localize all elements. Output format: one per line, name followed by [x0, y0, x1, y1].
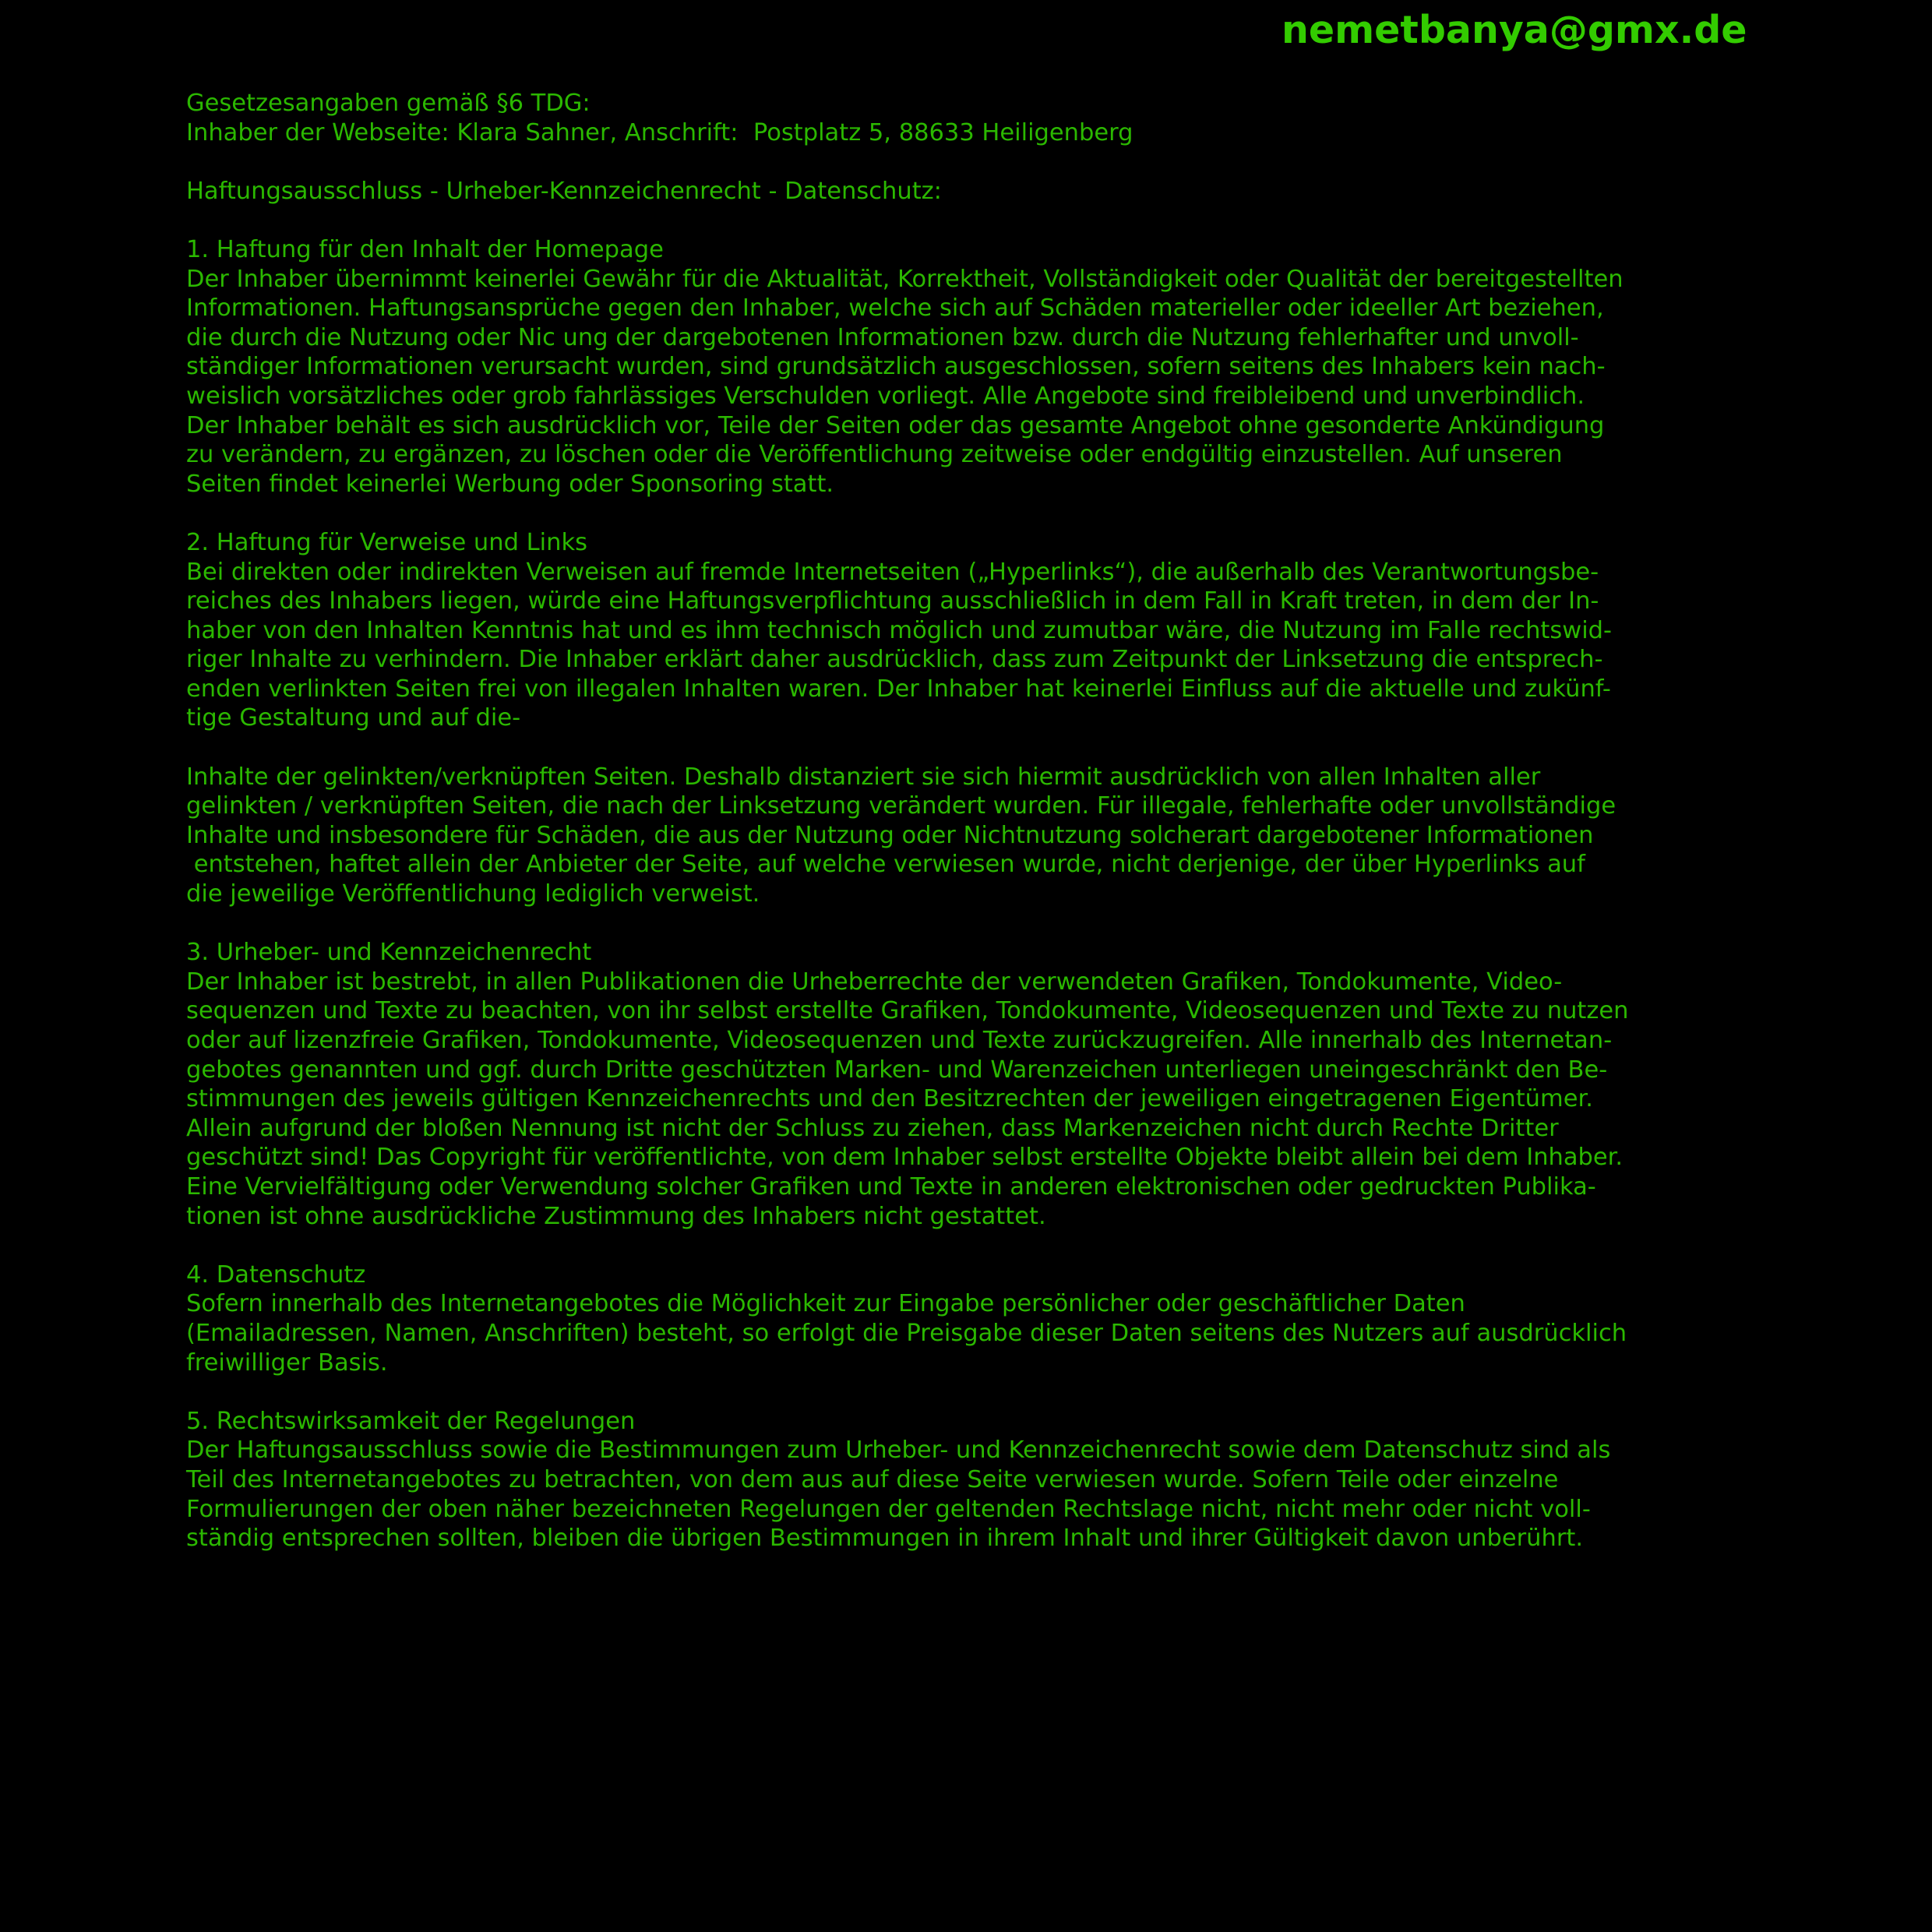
paragraph-line: Seiten findet keinerlei Werbung oder Sponsoring statt.	[186, 470, 834, 498]
disclaimer-heading: Haftungsausschluss - Urheber-Kennzeichenrecht - Datenschutz:	[186, 177, 942, 205]
spacer	[186, 147, 1900, 177]
legal-basis-line: Gesetzesangaben gemäß §6 TDG:	[186, 90, 591, 117]
spacer	[186, 733, 1900, 763]
owner-address-line: Inhaber der Webseite: Klara Sahner, Anschrift: Postplatz 5, 88633 Heiligenberg	[186, 118, 1133, 146]
paragraph-line: weislich vorsätzliches oder grob fahrlässiges Verschulden vorliegt. Alle Angebote sind freibleibend und unverbindlich.	[186, 382, 1585, 410]
paragraph-line: Der Haftungsausschluss sowie die Bestimmungen zum Urheber- und Kennzeichenrecht sowie dem Datenschutz sind als	[186, 1437, 1611, 1465]
paragraph-line: haber von den Inhalten Kenntnis hat und es ihm technisch möglich und zumutbar wäre, die Nutzung im Falle rechtswid-	[186, 616, 1613, 644]
paragraph-line: Inhalte der gelinkten/verknüpften Seiten. Deshalb distanziert sie sich hiermit ausdrücklich von allen Inhalten aller	[186, 763, 1541, 791]
paragraph-line: gelinkten / verknüpften Seiten, die nach der Linksetzung verändert wurden. Für illegale, fehlerhafte oder unvollständige	[186, 792, 1616, 820]
paragraph-line: geschützt sind! Das Copyright für veröffentlichte, von dem Inhaber selbst erstellte Objekte bleibt allein bei dem Inhaber.	[186, 1144, 1624, 1172]
email-link[interactable]: nemetbanya@gmx.de	[1282, 8, 1747, 52]
spacer	[186, 499, 1900, 528]
section-title-legal-validity: 5. Rechtswirksamkeit der Regelungen	[186, 1407, 636, 1435]
section-title-links-liability: 2. Haftung für Verweise und Links	[186, 528, 588, 556]
paragraph-line: Der Inhaber behält es sich ausdrücklich vor, Teile der Seiten oder das gesamte Angebot ohne gesonderte Ankündigung	[186, 411, 1605, 439]
paragraph-line: Der Inhaber übernimmt keinerlei Gewähr für die Aktualität, Korrektheit, Vollständigkeit oder Qualität der bereitgestellten	[186, 265, 1624, 293]
spacer	[186, 206, 1900, 235]
paragraph-line: gebotes genannten und ggf. durch Dritte geschützten Marken- und Warenzeichen unterliegen uneingeschränkt den Be-	[186, 1056, 1608, 1084]
paragraph-line: ständig entsprechen sollten, bleiben die übrigen Bestimmungen in ihrem Inhalt und ihrer Gültigkeit davon unberührt.	[186, 1525, 1584, 1553]
paragraph-line: die jeweilige Veröffentlichung lediglich verweist.	[186, 880, 760, 908]
section-title-privacy: 4. Datenschutz	[186, 1260, 366, 1289]
spacer	[186, 909, 1900, 939]
paragraph-line: (Emailadressen, Namen, Anschriften) besteht, so erfolgt die Preisgabe dieser Daten seitens des Nutzers auf ausdrücklich	[186, 1319, 1627, 1347]
paragraph-line: tionen ist ohne ausdrückliche Zustimmung des Inhabers nicht gestattet.	[186, 1202, 1046, 1230]
paragraph-line: stimmungen des jeweils gültigen Kennzeichenrechts und den Besitzrechten der jeweiligen eingetragenen Eigentümer.	[186, 1085, 1593, 1113]
paragraph-line: die durch die Nutzung oder Nic ung der dargebotenen Informationen bzw. durch die Nutzung fehlerhafter und unvoll-	[186, 323, 1579, 351]
spacer	[186, 1231, 1900, 1260]
paragraph-line: enden verlinkten Seiten frei von illegalen Inhalten waren. Der Inhaber hat keinerlei Einfluss auf die aktuelle und zukünf-	[186, 675, 1611, 703]
paragraph-line: zu verändern, zu ergänzen, zu löschen oder die Veröffentlichung zeitweise oder endgültig einzustellen. Auf unseren	[186, 441, 1563, 469]
paragraph-line: Inhalte und insbesondere für Schäden, die aus der Nutzung oder Nichtnutzung solcherart dargebotener Informationen	[186, 821, 1594, 849]
paragraph-line: Sofern innerhalb des Internetangebotes die Möglichkeit zur Eingabe persönlicher oder geschäftlicher Daten	[186, 1290, 1465, 1318]
paragraph-line: Teil des Internetangebotes zu betrachten, von dem aus auf diese Seite verwiesen wurde. Sofern Teile oder einzelne	[186, 1465, 1559, 1493]
paragraph-line: entstehen, haftet allein der Anbieter der Seite, auf welche verwiesen wurde, nicht derjenige, der über Hyperlinks auf	[186, 851, 1585, 879]
paragraph-line: Formulierungen der oben näher bezeichneten Regelungen der geltenden Rechtslage nicht, nicht mehr oder nicht voll-	[186, 1495, 1591, 1523]
paragraph-line: Eine Vervielfältigung oder Verwendung solcher Grafiken und Texte in anderen elektronischen oder gedruckten Publika-	[186, 1172, 1596, 1200]
section-title-copyright: 3. Urheber- und Kennzeichenrecht	[186, 939, 592, 967]
paragraph-line: tige Gestaltung und auf die-	[186, 704, 521, 732]
paragraph-line: Informationen. Haftungsansprüche gegen den Inhaber, welche sich auf Schäden materieller oder ideeller Art beziehen,	[186, 294, 1604, 323]
legal-notice	[186, 89, 1900, 1553]
paragraph-line: reiches des Inhabers liegen, würde eine Haftungsverpflichtung ausschließlich in dem Fall in Kraft treten, in dem der In-	[186, 587, 1599, 615]
paragraph-line: oder auf lizenzfreie Grafiken, Tondokumente, Videosequenzen und Texte zurückzugreifen. Alle innerhalb des Internetan-	[186, 1027, 1613, 1054]
paragraph-line: ständiger Informationen verursacht wurden, sind grundsätzlich ausgeschlossen, sofern seitens des Inhabers kein nach-	[186, 353, 1606, 381]
paragraph-line: Der Inhaber ist bestrebt, in allen Publikationen die Urheberrechte der verwendeten Grafiken, Tondokumente, Video-	[186, 968, 1563, 996]
spacer	[186, 1377, 1900, 1407]
paragraph-line: Allein aufgrund der bloßen Nennung ist nicht der Schluss zu ziehen, dass Markenzeichen nicht durch Rechte Dritter	[186, 1114, 1559, 1142]
paragraph-line: Bei direkten oder indirekten Verweisen auf fremde Internetseiten („Hyperlinks“), die außerhalb des Verantwortungsbe-	[186, 558, 1599, 586]
paragraph-line: riger Inhalte zu verhindern. Die Inhaber erklärt daher ausdrücklich, dass zum Zeitpunkt der Linksetzung die entsprech-	[186, 646, 1603, 674]
paragraph-line: sequenzen und Texte zu beachten, von ihr selbst erstellte Grafiken, Tondokumente, Videosequenzen und Texte zu nutzen	[186, 997, 1629, 1025]
paragraph-line: freiwilliger Basis.	[186, 1349, 388, 1377]
section-title-content-liability: 1. Haftung für den Inhalt der Homepage	[186, 235, 664, 263]
